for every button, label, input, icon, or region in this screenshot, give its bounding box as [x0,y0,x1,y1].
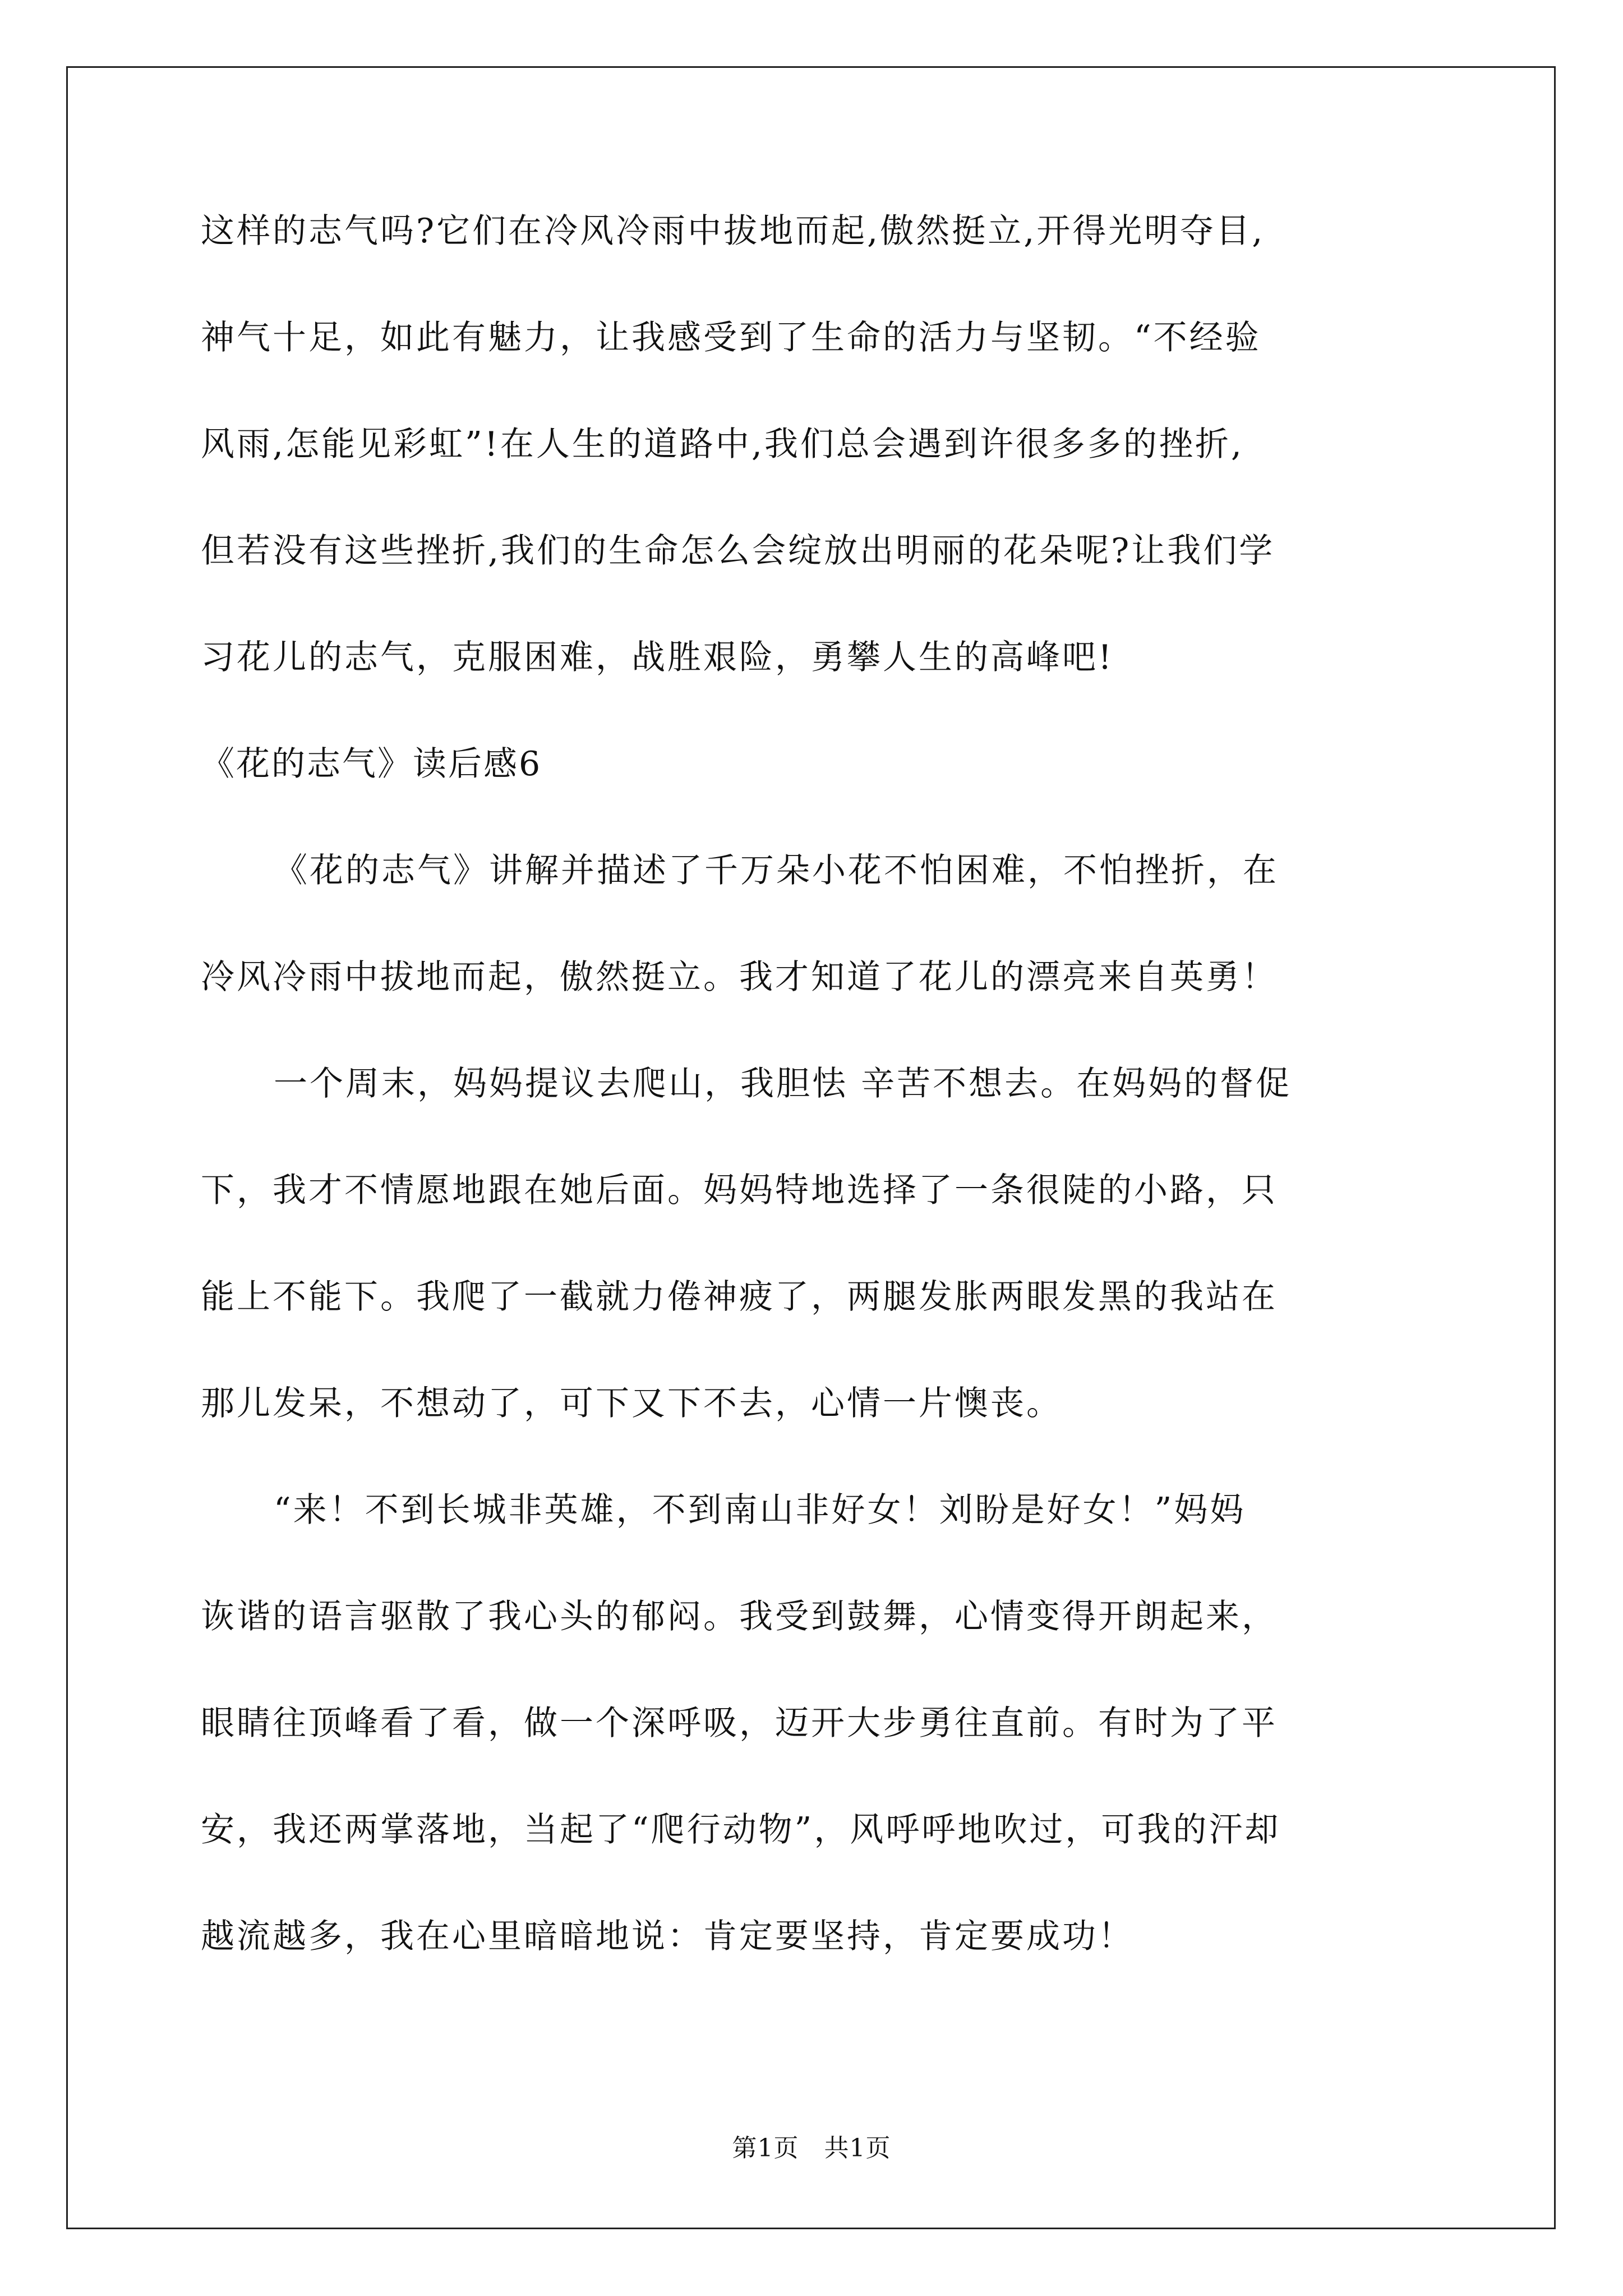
page-footer: 第1页 共1页 [732,2134,891,2162]
text-line: 下，我才不情愿地跟在她后面。妈妈特地选择了一条很陡的小路，只 [201,1171,1278,1210]
page-border [66,66,1556,2229]
text-line: 风雨,怎能见彩虹”!在人生的道路中,我们总会遇到许很多多的挫折, [201,425,1244,464]
text-line: 神气十足，如此有魅力，让我感受到了生命的活力与坚韧。“不经验 [201,318,1261,357]
text-line: 冷风冷雨中拔地而起，傲然挺立。我才知道了花儿的漂亮来自英勇！ [201,958,1278,997]
text-line: 那儿发呆，不想动了，可下又下不去，心情一片懊丧。 [201,1384,1062,1423]
text-line: 眼睛往顶峰看了看，做一个深呼吸，迈开大步勇往直前。有时为了平 [201,1704,1278,1743]
text-line: 越流越多，我在心里暗暗地说：肯定要坚持，肯定要成功！ [201,1917,1134,1956]
paragraph-first-line: 一个周末，妈妈提议去爬山，我胆怯 辛苦不想去。在妈妈的督促 [274,1064,1292,1103]
section-heading: 《花的志气》读后感6 [201,744,542,784]
text-line: 习花儿的志气，克服困难，战胜艰险，勇攀人生的高峰吧! [201,638,1114,677]
text-line: 安，我还两掌落地，当起了“爬行动物”，风呼呼地吹过，可我的汗却 [201,1810,1281,1849]
text-line: 能上不能下。我爬了一截就力倦神疲了，两腿发胀两眼发黑的我站在 [201,1277,1278,1317]
text-line: 这样的志气吗?它们在冷风冷雨中拔地而起,傲然挺立,开得光明夺目, [201,211,1265,251]
text-line: 但若没有这些挫折,我们的生命怎么会绽放出明丽的花朵呢?让我们学 [201,531,1275,570]
paragraph-first-line: 《花的志气》讲解并描述了千万朵小花不怕困难，不怕挫折，在 [274,851,1279,890]
paragraph-first-line: “来！不到长城非英雄，不到南山非好女！刘盼是好女！”妈妈 [274,1490,1246,1530]
text-line: 诙谐的语言驱散了我心头的郁闷。我受到鼓舞，心情变得开朗起来， [201,1597,1278,1636]
